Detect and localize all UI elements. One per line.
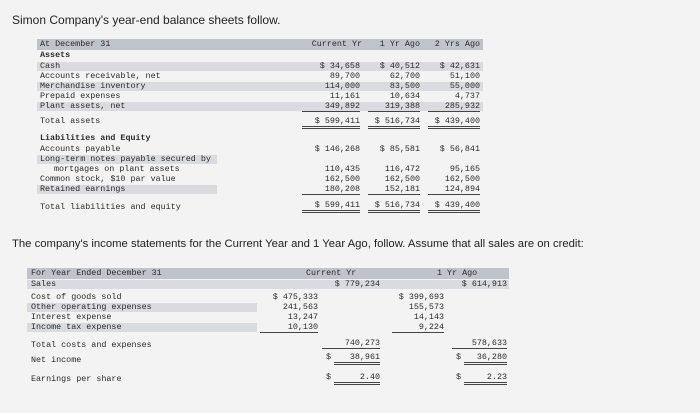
asset-label: Prepaid expenses: [40, 91, 121, 101]
common-stock-label: Common stock, $10 par value: [40, 174, 176, 184]
long-term-1yr: 116,472: [384, 164, 420, 174]
asset-2yr: 55,000: [449, 81, 480, 91]
asset-label: Cash: [40, 61, 61, 71]
asset-2yr: 285,932: [428, 101, 480, 112]
net-income-dollar-1yr: $: [456, 352, 462, 362]
long-term-label-line2: mortgages on plant assets: [54, 164, 180, 174]
eps-label: Earnings per share: [31, 374, 122, 384]
is-header-current: Current Yr: [306, 268, 357, 278]
total-costs-current: 740,273: [322, 338, 380, 349]
sales-current: $ 779,234: [334, 279, 380, 289]
asset-2yr: 4,737: [454, 91, 480, 101]
expense-current: 13,247: [287, 312, 318, 322]
retained-earnings-1yr: 152,181: [368, 184, 420, 195]
total-assets-1yr: $ 516,734: [368, 116, 420, 129]
income-intro-text: The company's income statements for the Current Year and 1 Year Ago, follow. Assume that all sales are on credit:: [12, 238, 584, 250]
asset-label: Plant assets, net: [40, 101, 126, 111]
bs-header-label: At December 31: [40, 39, 111, 49]
bs-header-1yr: 1 Yr Ago: [379, 39, 420, 49]
retained-earnings-current: 180,208: [302, 184, 360, 195]
intro-text: Simon Company's year-end balance sheets follow.: [12, 13, 281, 27]
expense-label: Cost of goods sold: [31, 292, 122, 302]
total-assets-2yr: $ 439,400: [428, 116, 480, 129]
long-term-current: 110,435: [324, 164, 360, 174]
asset-label: Merchandise inventory: [40, 81, 146, 91]
total-le-current: $ 599,411: [302, 200, 360, 213]
bs-header-2yr: 2 Yrs Ago: [434, 39, 480, 49]
long-term-label-line1: Long-term notes payable secured by: [40, 154, 211, 164]
common-stock-2yr: 162,500: [444, 174, 480, 184]
asset-1yr: $ 40,512: [379, 61, 420, 71]
total-le-label: Total liabilities and equity: [40, 202, 181, 212]
asset-current: 114,000: [324, 81, 360, 91]
is-header-1yr: 1 Yr Ago: [437, 268, 478, 278]
is-header-label: For Year Ended December 31: [31, 268, 162, 278]
expense-current: 10,130: [260, 322, 318, 333]
eps-dollar-current: $: [326, 372, 332, 382]
net-income-1yr: 36,280: [464, 352, 507, 365]
total-costs-1yr: 578,633: [452, 338, 507, 349]
net-income-dollar-current: $: [326, 352, 332, 362]
expense-label: Interest expense: [31, 312, 112, 322]
expense-1yr: $ 399,693: [398, 292, 444, 302]
asset-1yr: 83,500: [389, 81, 420, 91]
expense-label: Other operating expenses: [31, 302, 152, 312]
expense-current: 241,563: [282, 302, 318, 312]
asset-1yr: 62,700: [389, 71, 420, 81]
eps-1yr: 2.23: [464, 372, 507, 385]
eps-dollar-1yr: $: [456, 372, 462, 382]
common-stock-current: 162,500: [324, 174, 360, 184]
asset-2yr: 51,100: [449, 71, 480, 81]
accounts-payable-current: $ 146,268: [314, 144, 360, 154]
retained-earnings-2yr: 124,894: [428, 184, 480, 195]
expense-1yr: 14,143: [413, 312, 444, 322]
liabilities-heading: Liabilities and Equity: [40, 133, 151, 143]
common-stock-1yr: 162,500: [384, 174, 420, 184]
assets-heading: Assets: [40, 50, 71, 60]
net-income-label: Net income: [31, 355, 82, 365]
asset-current: 89,700: [329, 71, 360, 81]
total-costs-label: Total costs and expenses: [31, 340, 152, 350]
asset-current: 349,892: [302, 101, 360, 112]
long-term-2yr: 95,165: [449, 164, 480, 174]
expense-1yr: 9,224: [392, 322, 444, 333]
expense-1yr: 155,573: [408, 302, 444, 312]
total-assets-current: $ 599,411: [302, 116, 360, 129]
total-le-2yr: $ 439,400: [428, 200, 480, 213]
expense-label: Income tax expense: [31, 322, 122, 332]
expense-current: $ 475,333: [272, 292, 318, 302]
bs-header-current: Current Yr: [311, 39, 362, 49]
accounts-payable-2yr: $ 56,841: [439, 144, 480, 154]
asset-current: 11,161: [329, 91, 360, 101]
total-le-1yr: $ 516,734: [368, 200, 420, 213]
asset-1yr: 10,634: [389, 91, 420, 101]
asset-1yr: 319,388: [368, 101, 420, 112]
asset-current: $ 34,658: [319, 61, 360, 71]
total-assets-label: Total assets: [40, 116, 101, 126]
sales-1yr: $ 614,913: [461, 279, 507, 289]
net-income-current: 38,961: [334, 352, 380, 365]
asset-label: Accounts receivable, net: [40, 71, 161, 81]
sales-label: Sales: [31, 279, 57, 289]
accounts-payable-1yr: $ 85,581: [379, 144, 420, 154]
retained-earnings-label: Retained earnings: [40, 184, 126, 194]
asset-2yr: $ 42,631: [439, 61, 480, 71]
eps-current: 2.40: [334, 372, 380, 385]
accounts-payable-label: Accounts payable: [40, 144, 121, 154]
